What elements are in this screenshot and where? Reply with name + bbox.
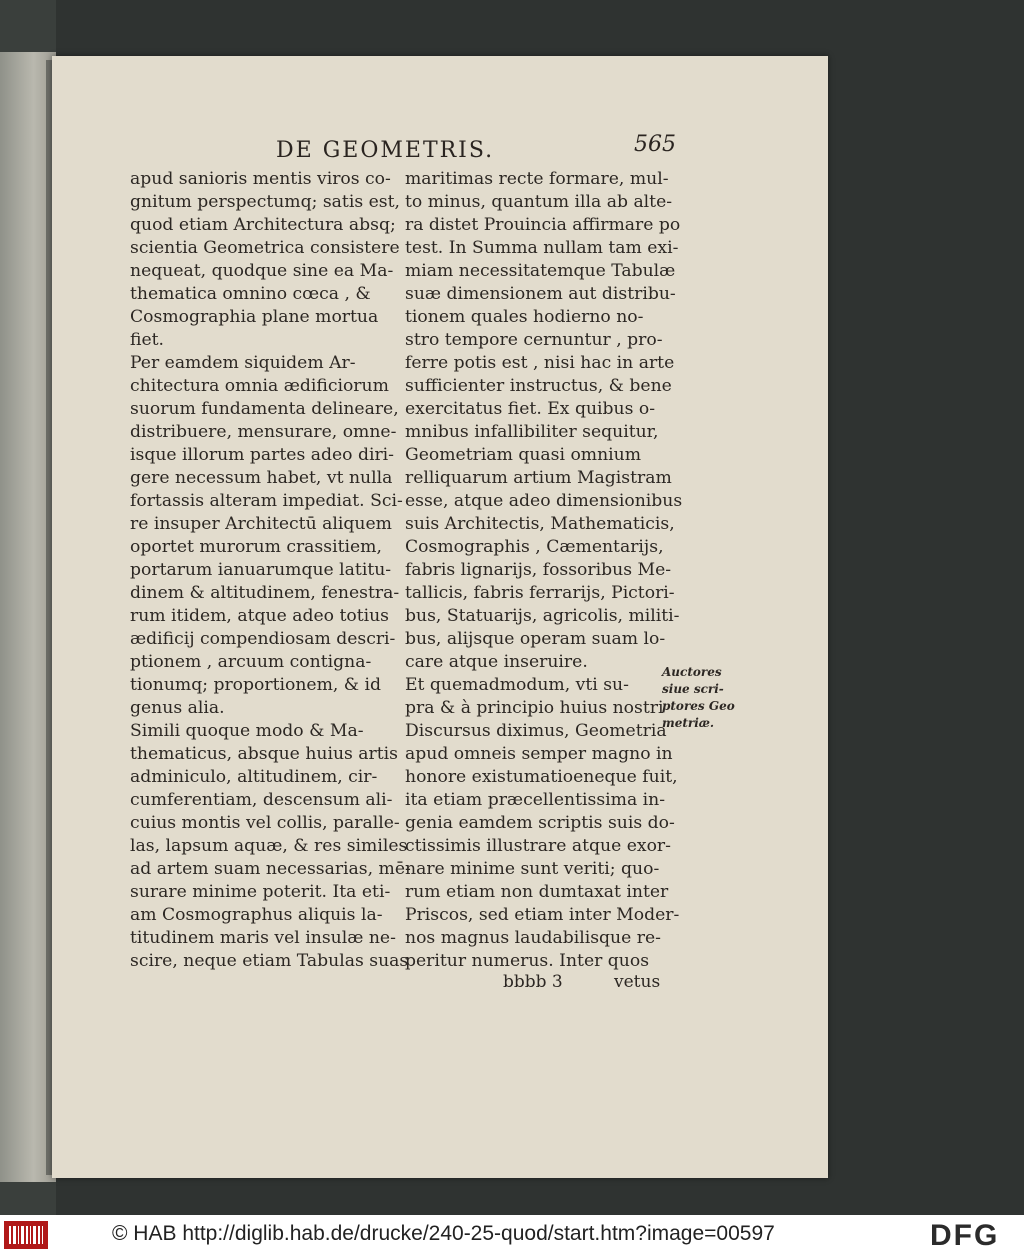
text-line: tionumq; proportionem, & id <box>130 675 382 695</box>
running-head: DE GEOMETRIS. <box>276 138 495 163</box>
text-line: ra distet Prouincia affirmare po <box>405 215 681 235</box>
text-line: cumferentiam, descensum ali- <box>130 790 393 810</box>
catchword: vetus <box>614 972 661 992</box>
text-line: suæ dimensionem aut distribu- <box>405 284 676 304</box>
margin-note-line: siue scri- <box>662 682 724 696</box>
text-line: Geometriam quasi omnium <box>405 445 642 465</box>
text-line: chitectura omnia ædificiorum <box>130 376 389 396</box>
text-line: Priscos, sed etiam inter Moder- <box>405 905 680 925</box>
text-line: ita etiam præcellentissima in- <box>405 790 666 810</box>
margin-note-line: ptores Geo <box>662 699 735 713</box>
text-line: honore existumatioeneque fuit, <box>405 767 678 787</box>
text-line: ptionem , arcuum contigna- <box>130 652 372 672</box>
text-line: adminiculo, altitudinem, cir- <box>130 767 378 787</box>
text-line: scientia Geometrica consistere <box>130 238 400 258</box>
text-line: tallicis, fabris ferrarijs, Pictori- <box>405 583 675 603</box>
text-line: tionem quales hodierno no- <box>405 307 644 327</box>
text-line: to minus, quantum illa ab alte- <box>405 192 673 212</box>
text-line: isque illorum partes adeo diri- <box>130 445 394 465</box>
text-line: Per eamdem siquidem Ar- <box>130 353 356 373</box>
text-line: fiet. <box>130 330 165 350</box>
text-line: rum etiam non dumtaxat inter <box>405 882 669 902</box>
text-line: relliquarum artium Magistram <box>405 468 672 488</box>
text-line: suis Architectis, Mathematicis, <box>405 514 675 534</box>
text-line: nos magnus laudabilisque re- <box>405 928 661 948</box>
margin-note-line: Auctores <box>662 665 722 679</box>
text-line: am Cosmographus aliquis la- <box>130 905 383 925</box>
text-line: sufficienter instructus, & bene <box>405 376 672 396</box>
left-column <box>130 168 411 973</box>
text-line: Cosmographis , Cæmentarijs, <box>405 537 664 557</box>
barcode-icon <box>4 1221 48 1249</box>
text-line: re insuper Architectū aliquem <box>130 514 392 534</box>
text-line: fortassis alteram impediat. Sci- <box>130 491 403 511</box>
text-line: ædificij compendiosam descri- <box>130 629 396 649</box>
text-line: pra & à principio huius nostri <box>405 698 664 718</box>
text-line: bus, alijsque operam suam lo- <box>405 629 666 649</box>
margin-note-line: metriæ. <box>662 716 715 730</box>
text-line: stro tempore cernuntur , pro- <box>405 330 663 350</box>
text-line: fabris lignarijs, fossoribus Me- <box>405 560 672 580</box>
text-line: cuius montis vel collis, paralle- <box>130 813 400 833</box>
text-line: titudinem maris vel insulæ ne- <box>130 928 396 948</box>
text-line: thematica omnino cœca , & <box>130 284 371 304</box>
text-line: Et quemadmodum, vti su- <box>405 675 629 695</box>
text-line: dinem & altitudinem, fenestra- <box>130 583 400 603</box>
margin-note <box>662 664 734 732</box>
right-column <box>405 168 683 973</box>
text-line: scire, neque etiam Tabulas suas <box>130 951 409 971</box>
text-line: rum itidem, atque adeo totius <box>130 606 389 626</box>
footer-bar <box>0 1215 1024 1255</box>
text-line: genia eamdem scriptis suis do- <box>405 813 675 833</box>
text-line: oportet murorum crassitiem, <box>130 537 382 557</box>
page-number: 565 <box>634 132 676 157</box>
text-line: surare minime poterit. Ita eti- <box>130 882 391 902</box>
text-line: bus, Statuarijs, agricolis, militi- <box>405 606 680 626</box>
text-line: ctissimis illustrare atque exor- <box>405 836 671 856</box>
text-line: gere necessum habet, vt nulla <box>130 468 393 488</box>
text-line: care atque inseruire. <box>405 652 588 672</box>
text-line: exercitatus fiet. Ex quibus o- <box>405 399 656 419</box>
text-line: las, lapsum aquæ, & res similes <box>130 836 408 856</box>
text-line: Cosmographia plane mortua <box>130 307 379 327</box>
text-line: suorum fundamenta delineare, <box>130 399 399 419</box>
text-line: mnibus infallibiliter sequitur, <box>405 422 659 442</box>
text-line: miam necessitatemque Tabulæ <box>405 261 676 281</box>
text-line: nequeat, quodque sine ea Ma- <box>130 261 394 281</box>
text-line: gnitum perspectumq; satis est, <box>130 192 400 212</box>
text-line: Simili quoque modo & Ma- <box>130 721 364 741</box>
text-line: maritimas recte formare, mul- <box>405 169 669 189</box>
text-line: portarum ianuarumque latitu- <box>130 560 392 580</box>
text-line: nare minime sunt veriti; quo- <box>405 859 660 879</box>
text-line: test. In Summa nullam tam exi- <box>405 238 679 258</box>
text-line: genus alia. <box>130 698 225 718</box>
text-line: distribuere, mensurare, omne- <box>130 422 397 442</box>
copyright-link[interactable]: © HAB http://diglib.hab.de/drucke/240-25-quod/start.htm?image=00597 <box>112 1222 775 1245</box>
text-line: esse, atque adeo dimensionibus <box>405 491 683 511</box>
text-line: peritur numerus. Inter quos <box>405 951 650 971</box>
text-line: ad artem suam necessarias, mē- <box>130 859 411 879</box>
text-line: thematicus, absque huius artis <box>130 744 398 764</box>
text-line: Discursus diximus, Geometria <box>405 721 667 741</box>
text-line: apud sanioris mentis viros co- <box>130 169 391 189</box>
text-line: ferre potis est , nisi hac in arte <box>405 353 675 373</box>
signature-mark: bbbb 3 <box>503 972 563 992</box>
text-line: quod etiam Architectura absq; <box>130 215 396 235</box>
dfg-logo: DFG <box>930 1219 1000 1252</box>
text-line: apud omneis semper magno in <box>405 744 673 764</box>
